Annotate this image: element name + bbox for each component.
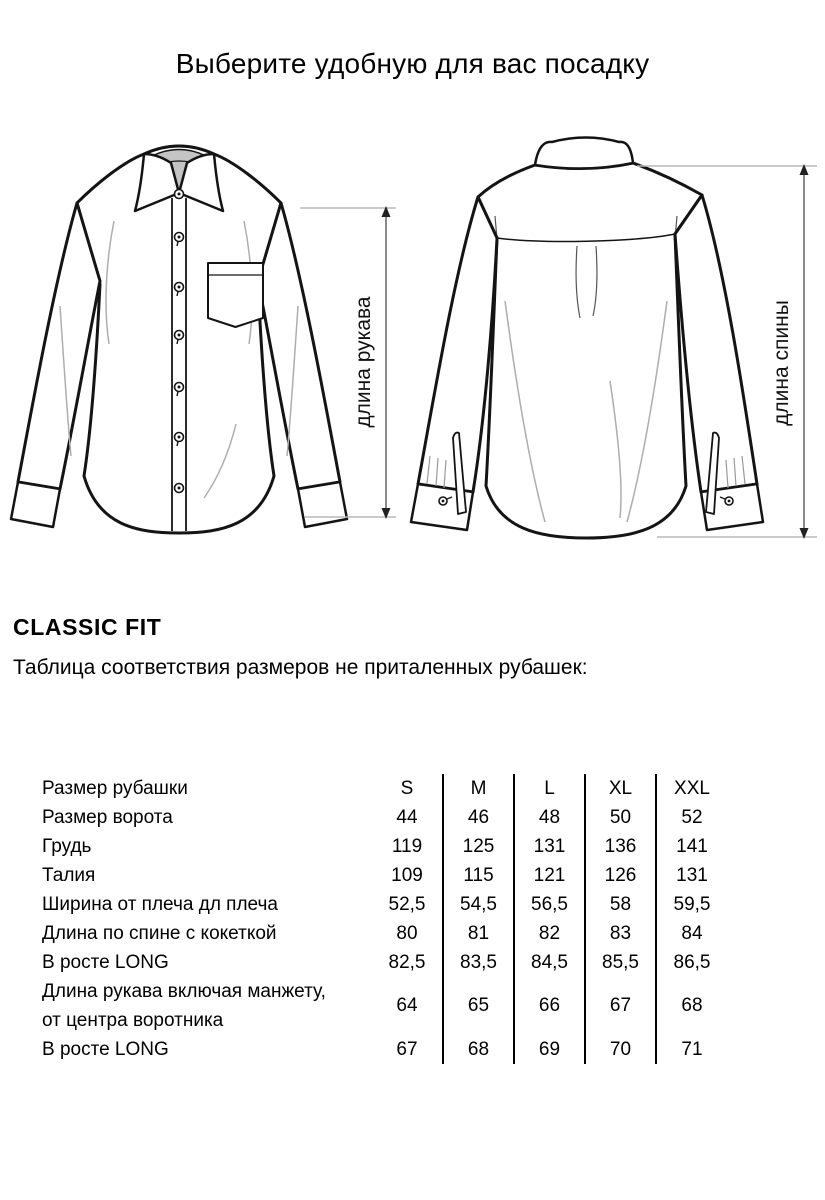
size-value: 54,5: [443, 890, 514, 919]
size-value: 126: [585, 861, 656, 890]
shirt-back-drawing: [405, 126, 823, 558]
fit-heading: CLASSIC FIT: [13, 614, 162, 640]
row-label: Талия: [42, 864, 96, 886]
table-row: [42, 774, 727, 803]
size-value: 52,5: [388, 893, 426, 915]
front-left-cuff: [11, 482, 60, 527]
table-row: [42, 919, 727, 948]
row-label: В росте LONG: [42, 951, 169, 973]
size-value: 48: [514, 803, 585, 832]
size-value: 46: [443, 803, 514, 832]
size-value: 68: [443, 1035, 514, 1064]
size-value: 86,5: [656, 948, 727, 977]
row-label: Ширина от плеча дл плеча: [42, 893, 278, 915]
size-value: 115: [443, 861, 514, 890]
size-value: 83,5: [443, 948, 514, 977]
shirt-front-drawing: [8, 126, 408, 558]
sleeve-length-label: длина рукава: [352, 296, 375, 428]
size-value: 58: [585, 890, 656, 919]
size-value: 131: [514, 832, 585, 861]
size-value: 84,5: [514, 948, 585, 977]
size-value: 119: [391, 835, 423, 857]
size-value: 85,5: [585, 948, 656, 977]
size-value: 81: [443, 919, 514, 948]
table-row: [42, 948, 727, 977]
row-label: В росте LONG: [42, 1038, 169, 1060]
size-value: 65: [443, 977, 514, 1035]
chest-pocket: [208, 263, 263, 327]
row-label-line2: от центра воротника: [42, 1010, 224, 1031]
size-value: L: [514, 774, 585, 803]
size-value: 68: [656, 977, 727, 1035]
page-title: Выберите удобную для вас посадку: [175, 48, 650, 79]
row-label: Размер ворота: [42, 806, 173, 828]
size-value: 71: [656, 1035, 727, 1064]
size-value: 67: [396, 1038, 418, 1060]
size-value: 131: [656, 861, 727, 890]
row-label: [42, 977, 372, 1035]
size-value: 44: [396, 806, 418, 828]
size-value: S: [400, 777, 414, 799]
size-value: 66: [514, 977, 585, 1035]
size-value: 141: [656, 832, 727, 861]
table-caption: Таблица соответствия размеров не приталенных рубашек:: [13, 656, 588, 679]
row-label: Грудь: [42, 835, 92, 857]
size-value: 125: [443, 832, 514, 861]
size-value: 52: [656, 803, 727, 832]
size-value: 121: [514, 861, 585, 890]
size-value: 64: [396, 995, 418, 1016]
size-value: 80: [396, 922, 418, 944]
size-value: XL: [585, 774, 656, 803]
size-value: M: [443, 774, 514, 803]
size-value: XXL: [656, 774, 727, 803]
size-value: 50: [585, 803, 656, 832]
table-row: [42, 977, 727, 1035]
size-value: 56,5: [514, 890, 585, 919]
row-label: Длина по спине с кокеткой: [42, 922, 277, 944]
size-value: 84: [656, 919, 727, 948]
size-value: 83: [585, 919, 656, 948]
size-value: 70: [585, 1035, 656, 1064]
size-value: 69: [514, 1035, 585, 1064]
row-label: Размер рубашки: [42, 777, 188, 799]
size-table: [42, 774, 727, 1064]
size-value: 109: [391, 864, 423, 886]
table-row: [42, 832, 727, 861]
table-row: [42, 803, 727, 832]
table-row: [42, 1035, 727, 1064]
size-value: 82: [514, 919, 585, 948]
size-value: 136: [585, 832, 656, 861]
size-value: 82,5: [388, 951, 426, 973]
front-right-cuff: [298, 482, 347, 527]
row-label-line1: Длина рукава включая манжету,: [42, 981, 326, 1002]
table-row: [42, 890, 727, 919]
size-value: 59,5: [656, 890, 727, 919]
back-length-label: длина спины: [770, 300, 793, 426]
back-collar: [535, 138, 633, 169]
table-row: [42, 861, 727, 890]
size-value: 67: [585, 977, 656, 1035]
